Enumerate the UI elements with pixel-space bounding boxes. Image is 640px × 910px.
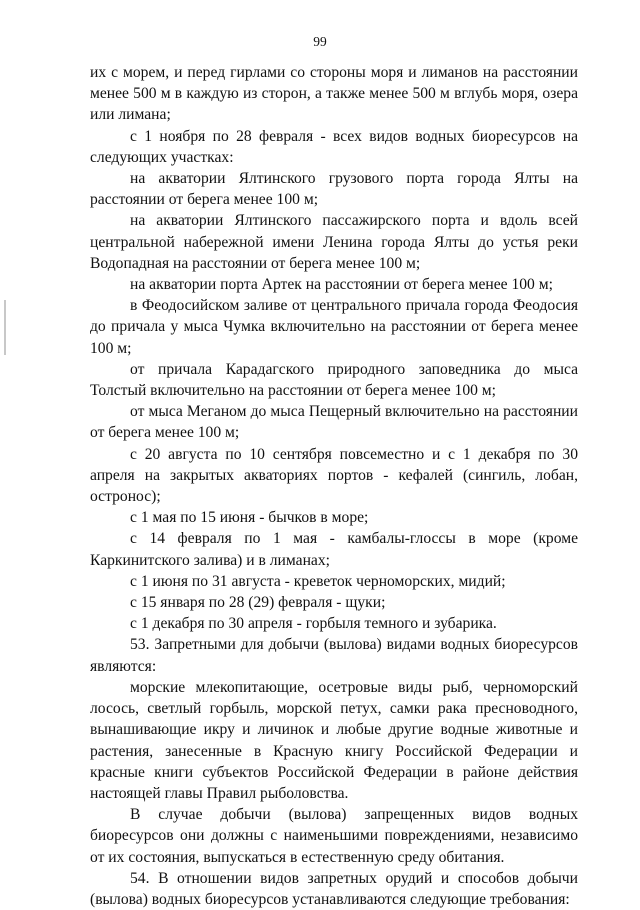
paragraph: от мыса Меганом до мыса Пещерный включительно на расстоянии от берега менее 100 м;: [90, 403, 578, 442]
page-number: 99: [313, 34, 327, 49]
paragraph: с 1 мая по 15 июня - бычков в море;: [130, 509, 369, 527]
section-53-heading: 53. Запретными для добычи (вылова) видами водных биоресурсов являются:: [90, 636, 578, 675]
paragraph: с 14 февраля по 1 мая - камбалы-глоссы в море (кроме Каркинитского залива) и в лиманах;: [90, 530, 578, 569]
paragraph: В случае добычи (вылова) запрещенных видов водных биоресурсов они должны с наименьшими повреждениями, независимо от их состояния, выпускаться в естественную среду обитания.: [90, 806, 578, 866]
paragraph: от причала Карадагского природного заповедника до мыса Толстый включительно на расстоянии от берега менее 100 м;: [90, 360, 578, 400]
section-54-heading: 54. В отношении видов запретных орудий и способов добычи (вылова) водных биоресурсов устанавливаются следующие требования:: [90, 869, 578, 908]
paragraph: с 1 декабря по 30 апреля - горбыля темного и зубарика.: [130, 615, 497, 633]
paragraph: на акватории порта Артек на расстоянии от берега менее 100 м;: [130, 276, 553, 294]
paragraph: с 20 августа по 10 сентября повсеместно и с 1 декабря по 30 апреля на закрытых акваториях портов - кефалей (сингиль, лобан, остронос);: [90, 445, 578, 506]
paragraph: в Феодосийском заливе от центрального причала города Феодосия до причала у мыса Чумка включительно на расстоянии от берега менее 100 м;: [90, 297, 578, 357]
paragraph: на акватории Ялтинского грузового порта города Ялты на расстоянии от берега менее 100 м;: [90, 170, 578, 209]
paragraph: с 15 января по 28 (29) февраля - щуки;: [130, 594, 386, 612]
paragraph: на акватории Ялтинского пассажирского порта и вдоль всей центральной набережной имени Ленина города Ялты до устья реки Водопадная на расстоянии от берега менее 100 м;: [90, 212, 578, 272]
paragraph: с 1 июня по 31 августа - креветок черноморских, мидий;: [130, 572, 506, 590]
scan-edge-mark: [4, 300, 6, 355]
document-body: [90, 62, 578, 910]
paragraph: с 1 ноября по 28 февраля - всех видов водных биоресурсов на следующих участках:: [90, 127, 578, 166]
paragraph-continuation: их с морем, и перед гирлами со стороны моря и лиманов на расстоянии менее 500 м в каждую из сторон, а также менее 500 м вглубь моря, озера или лимана;: [90, 64, 578, 124]
paragraph: морские млекопитающие, осетровые виды рыб, черноморский лосось, светлый горбыль, морской петух, самки рака пресноводного, вынашивающие икру и личинок и любые другие водные животные и растения, занесенные в Красную книгу Российской Федерации и красные книги субъектов Российской Федерации в районе действия настоящей главы Правил рыболовства.: [90, 678, 578, 802]
